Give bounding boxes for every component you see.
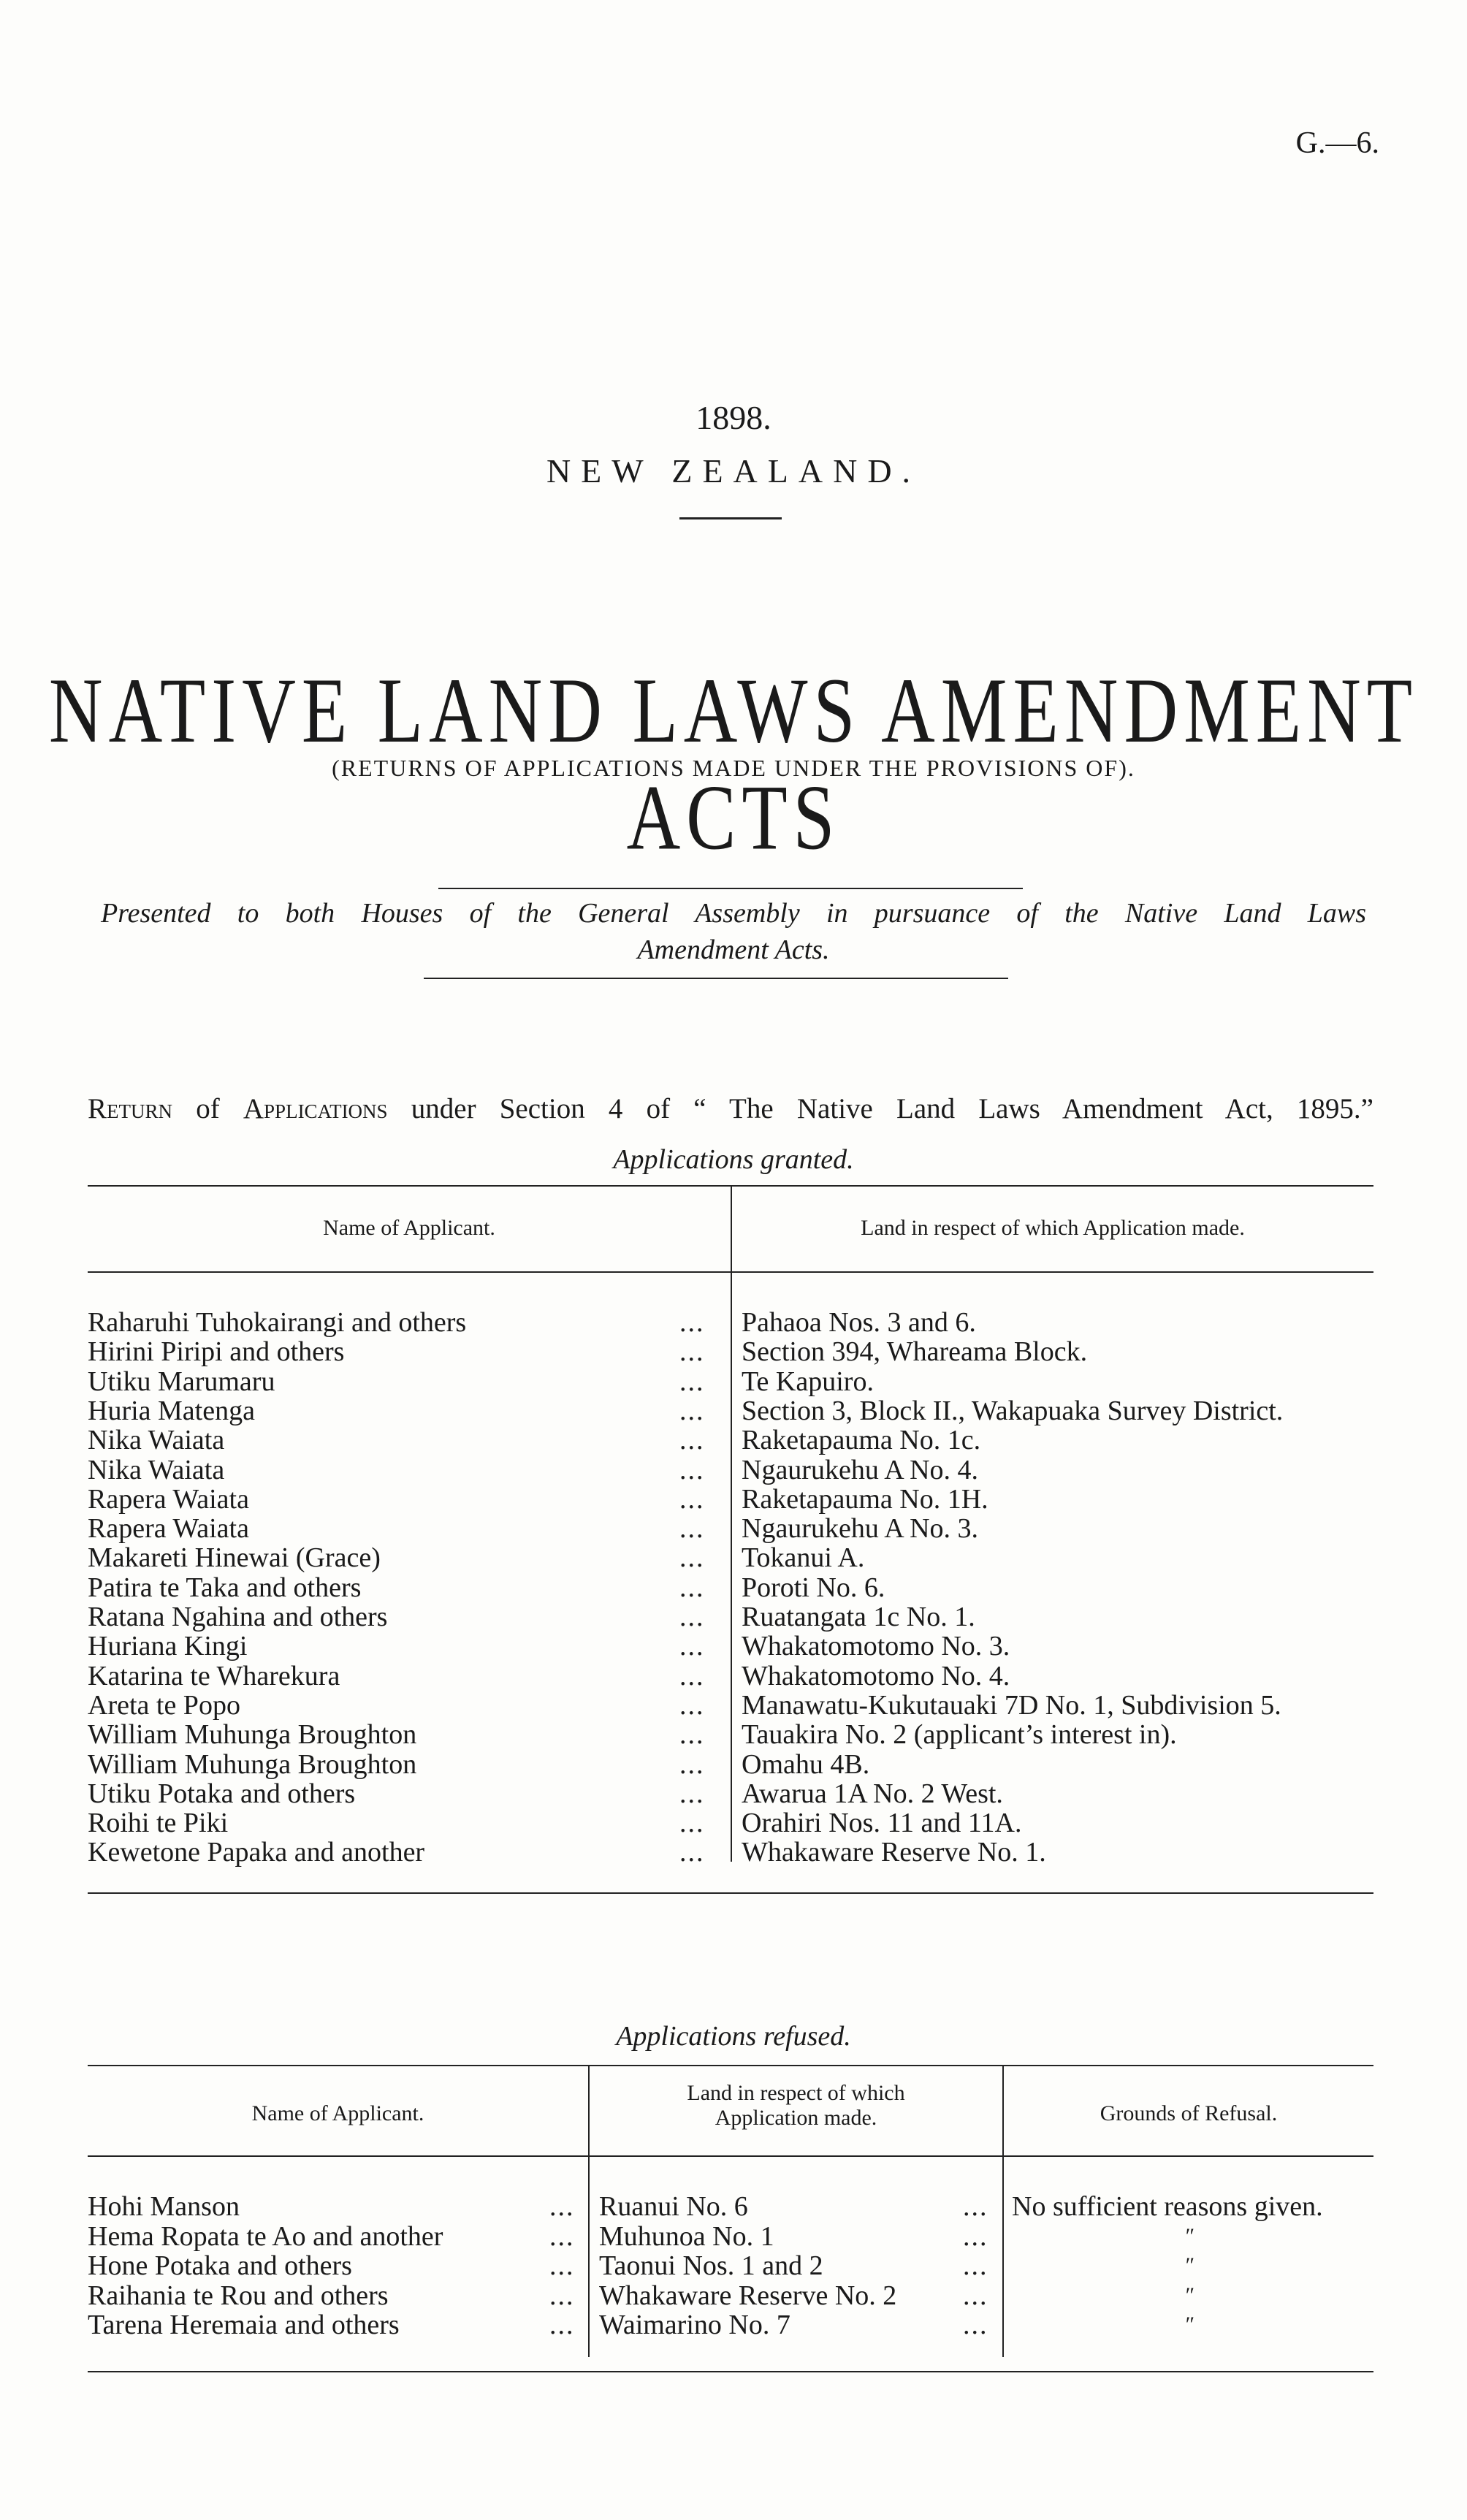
leader-dots: ... bbox=[679, 1542, 705, 1573]
leader-dots: ... bbox=[679, 1602, 705, 1632]
leader-dots: ... bbox=[679, 1661, 705, 1691]
refused-row-grounds: ″ bbox=[1184, 2312, 1194, 2337]
leader-dots: ... bbox=[679, 1366, 705, 1397]
granted-row-land: Section 3, Block II., Wakapuaka Survey District. bbox=[742, 1396, 1284, 1426]
granted-row-name: Rapera Waiata bbox=[88, 1513, 249, 1544]
leader-dots: ... bbox=[679, 1455, 705, 1485]
granted-row-land: Raketapauma No. 1H. bbox=[742, 1484, 988, 1515]
table-rule-header bbox=[88, 2155, 1373, 2157]
granted-row-land: Omahu 4B. bbox=[742, 1749, 870, 1780]
granted-row-land: Whakatomotomo No. 4. bbox=[742, 1661, 1010, 1691]
refused-row-land: Muhunoa No. 1 bbox=[599, 2221, 774, 2252]
granted-row-name: Ratana Ngahina and others bbox=[88, 1602, 388, 1632]
granted-row-name: Huriana Kingi bbox=[88, 1631, 248, 1661]
leader-dots: ... bbox=[679, 1425, 705, 1455]
granted-row-name: Roihi te Piki bbox=[88, 1808, 229, 1838]
granted-row-land: Poroti No. 6. bbox=[742, 1572, 885, 1603]
granted-row-name: William Muhunga Broughton bbox=[88, 1749, 417, 1780]
leader-dots: ... bbox=[679, 1837, 705, 1868]
divider-rule bbox=[424, 978, 1008, 979]
granted-row-name: Rapera Waiata bbox=[88, 1484, 249, 1515]
refused-row-grounds: ″ bbox=[1184, 2283, 1194, 2307]
country-heading: NEW ZEALAND. bbox=[546, 452, 921, 490]
refused-row-name: Tarena Heremaia and others bbox=[88, 2310, 400, 2340]
granted-row-name: Hirini Piripi and others bbox=[88, 1336, 345, 1367]
granted-row-name: Raharuhi Tuhokairangi and others bbox=[88, 1307, 467, 1338]
leader-dots: ... bbox=[679, 1749, 705, 1780]
granted-row-name: Nika Waiata bbox=[88, 1425, 225, 1455]
granted-row-land: Whakatomotomo No. 3. bbox=[742, 1631, 1010, 1661]
leader-dots: ... bbox=[963, 2250, 988, 2281]
leader-dots: ... bbox=[963, 2280, 988, 2311]
leader-dots: ... bbox=[549, 2250, 575, 2281]
divider-rule bbox=[679, 517, 782, 519]
refused-row-grounds: ″ bbox=[1184, 2253, 1194, 2277]
granted-row-land: Tokanui A. bbox=[742, 1542, 865, 1573]
leader-dots: ... bbox=[549, 2280, 575, 2311]
granted-row-land: Te Kapuiro. bbox=[742, 1366, 874, 1397]
leader-dots: ... bbox=[679, 1307, 705, 1338]
refused-header-name: Name of Applicant. bbox=[251, 2101, 424, 2125]
granted-row-name: Utiku Potaka and others bbox=[88, 1778, 356, 1809]
granted-row-land: Manawatu-Kukutauaki 7D No. 1, Subdivision 5. bbox=[742, 1690, 1281, 1721]
leader-dots: ... bbox=[549, 2310, 575, 2340]
refused-row-land: Ruanui No. 6 bbox=[599, 2191, 748, 2222]
refused-row-name: Raihania te Rou and others bbox=[88, 2280, 389, 2311]
refused-section-title: Applications refused. bbox=[616, 2021, 851, 2052]
refused-row-name: Hohi Manson bbox=[88, 2191, 240, 2222]
refused-row-land: Taonui Nos. 1 and 2 bbox=[599, 2250, 823, 2281]
refused-row-name: Hone Potaka and others bbox=[88, 2250, 352, 2281]
granted-row-land: Awarua 1A No. 2 West. bbox=[742, 1778, 1003, 1809]
presented-note-line-2: Amendment Acts. bbox=[637, 934, 830, 965]
granted-row-land: Ruatangata 1c No. 1. bbox=[742, 1602, 975, 1632]
granted-row-name: Patira te Taka and others bbox=[88, 1572, 362, 1603]
granted-row-name: Nika Waiata bbox=[88, 1455, 225, 1485]
year-heading: 1898. bbox=[696, 399, 771, 436]
granted-row-land: Orahiri Nos. 11 and 11A. bbox=[742, 1808, 1022, 1838]
granted-row-land: Section 394, Whareama Block. bbox=[742, 1336, 1088, 1367]
granted-row-land: Ngaurukehu A No. 4. bbox=[742, 1455, 979, 1485]
table-rule-bottom bbox=[88, 1892, 1373, 1894]
leader-dots: ... bbox=[679, 1336, 705, 1367]
granted-row-land: Whakaware Reserve No. 1. bbox=[742, 1837, 1046, 1868]
granted-header-name: Name of Applicant. bbox=[323, 1216, 495, 1240]
granted-row-name: Makareti Hinewai (Grace) bbox=[88, 1542, 381, 1573]
granted-row-land: Raketapauma No. 1c. bbox=[742, 1425, 981, 1455]
refused-row-name: Hema Ropata te Ao and another bbox=[88, 2221, 443, 2252]
refused-header-land-line-2: Application made. bbox=[715, 2106, 877, 2130]
leader-dots: ... bbox=[549, 2191, 575, 2222]
leader-dots: ... bbox=[549, 2221, 575, 2252]
table-column-divider bbox=[731, 1185, 732, 1862]
leader-dots: ... bbox=[679, 1690, 705, 1721]
table-rule-top bbox=[88, 2065, 1373, 2066]
page-title: NATIVE LAND LAWS AMENDMENT ACTS bbox=[48, 659, 1419, 869]
granted-row-land: Tauakira No. 2 (applicant’s interest in). bbox=[742, 1719, 1177, 1750]
leader-dots: ... bbox=[679, 1484, 705, 1515]
granted-row-land: Pahaoa Nos. 3 and 6. bbox=[742, 1307, 976, 1338]
granted-row-name: Areta te Popo bbox=[88, 1690, 240, 1721]
leader-dots: ... bbox=[679, 1513, 705, 1544]
refused-row-grounds: ″ bbox=[1184, 2224, 1194, 2248]
refused-row-land: Whakaware Reserve No. 2 bbox=[599, 2280, 897, 2311]
leader-dots: ... bbox=[963, 2221, 988, 2252]
refused-header-land-line-1: Land in respect of which bbox=[687, 2081, 905, 2105]
granted-section-title: Applications granted. bbox=[613, 1144, 854, 1175]
divider-rule bbox=[438, 888, 1023, 889]
return-heading-lead-2: Applications bbox=[243, 1093, 388, 1124]
leader-dots: ... bbox=[679, 1808, 705, 1838]
refused-row-land: Waimarino No. 7 bbox=[599, 2310, 790, 2340]
table-rule-header bbox=[88, 1271, 1373, 1273]
refused-header-grounds: Grounds of Refusal. bbox=[1100, 2101, 1278, 2125]
granted-row-name: Kewetone Papaka and another bbox=[88, 1837, 425, 1868]
granted-row-name: William Muhunga Broughton bbox=[88, 1719, 417, 1750]
leader-dots: ... bbox=[679, 1396, 705, 1426]
document-reference: G.—6. bbox=[1295, 126, 1379, 160]
return-heading-text-2: under Section 4 of “ The Native Land Laws Amendment Act, 1895.” bbox=[387, 1093, 1373, 1124]
granted-row-name: Utiku Marumaru bbox=[88, 1366, 275, 1397]
leader-dots: ... bbox=[679, 1631, 705, 1661]
granted-row-name: Katarina te Wharekura bbox=[88, 1661, 340, 1691]
leader-dots: ... bbox=[679, 1572, 705, 1603]
leader-dots: ... bbox=[963, 2310, 988, 2340]
presented-note-line-1: Presented to both Houses of the General Assembly in pursuance of the Native Land Laws bbox=[101, 898, 1366, 929]
leader-dots: ... bbox=[963, 2191, 988, 2222]
page-subtitle: (RETURNS OF APPLICATIONS MADE UNDER THE PROVISIONS OF). bbox=[332, 755, 1135, 781]
granted-header-land: Land in respect of which Application made. bbox=[861, 1216, 1245, 1240]
table-rule-bottom bbox=[88, 2371, 1373, 2372]
refused-row-grounds: No sufficient reasons given. bbox=[1012, 2191, 1323, 2222]
granted-row-land: Ngaurukehu A No. 3. bbox=[742, 1513, 979, 1544]
leader-dots: ... bbox=[679, 1719, 705, 1750]
granted-row-name: Huria Matenga bbox=[88, 1396, 255, 1426]
return-heading bbox=[88, 1092, 1373, 1125]
return-heading-lead-1: Return bbox=[88, 1093, 173, 1124]
return-heading-text-1: of bbox=[172, 1093, 243, 1124]
leader-dots: ... bbox=[679, 1778, 705, 1809]
